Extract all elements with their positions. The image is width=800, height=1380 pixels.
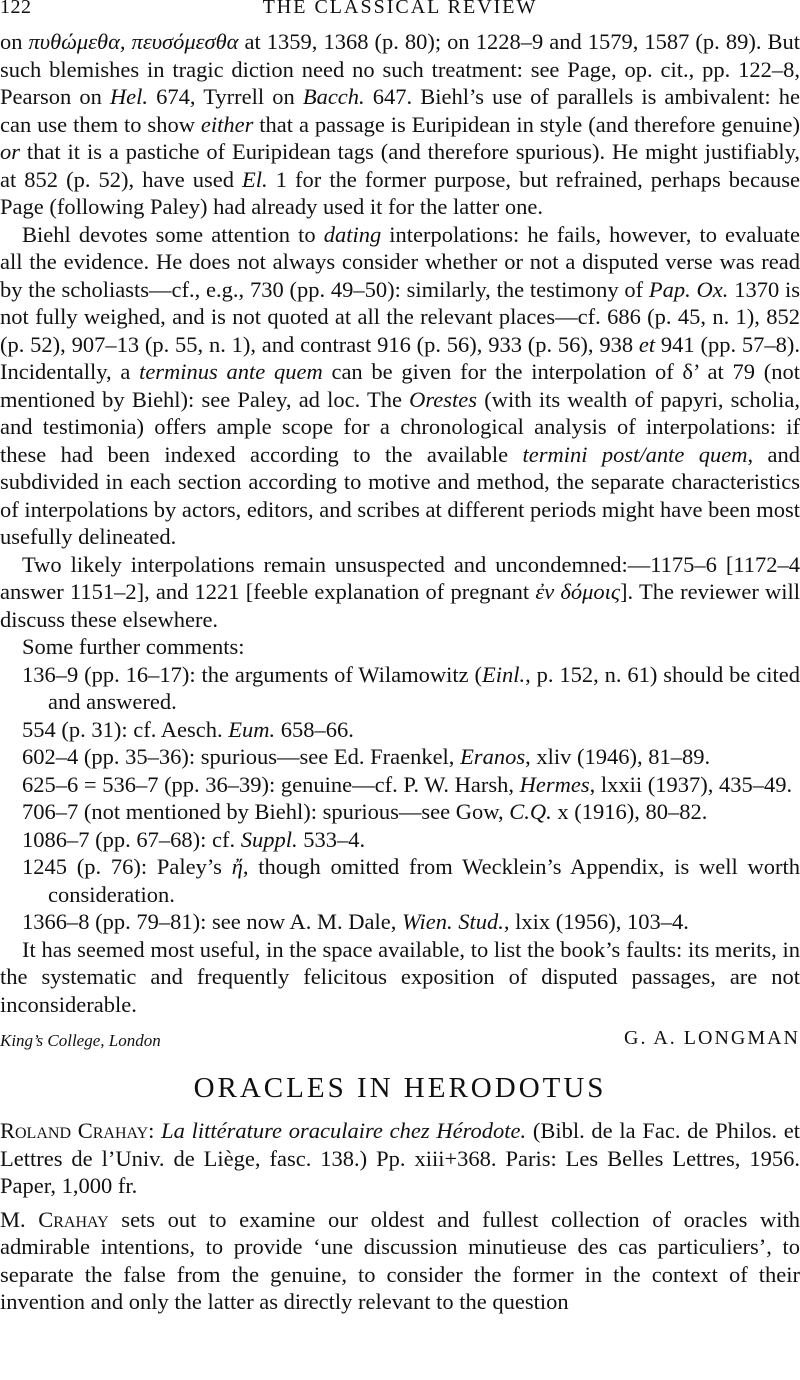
comment-item: 1245 (p. 76): Paley’s ἤ, though omitted from Wecklein’s Appendix, is well worth consideration. [22, 854, 800, 907]
book-title: La littérature oraculaire chez Hérodote. [161, 1118, 527, 1143]
paragraph-5: It has seemed most useful, in the space available, to list the book’s faults: its merits, in the systematic and frequently felicitous exposition of disputed passages, are not inconsiderable. [0, 936, 800, 1017]
review-heading: ORACLES IN HERODOTUS [193, 1072, 607, 1104]
comment-item: 554 (p. 31): cf. Aesch. Eum. 658–66. [22, 716, 354, 742]
comment-item: 602–4 (pp. 35–36): spurious—see Ed. Fraenkel, Eranos, xliv (1946), 81–89. [22, 744, 711, 769]
article-text [0, 28, 800, 1316]
review-body: M. Crahay sets out to examine our oldest and fullest collection of oracles with admirable intentions, to provide ‘une discussion minutieuse des cas particuliers’, to separate the false from the genuine, to consider the former in the context of their invention and only the latter as directly relevant to the question [0, 1206, 800, 1314]
running-title: THE CLASSICAL REVIEW [262, 0, 538, 18]
comment-item: 136–9 (pp. 16–17): the arguments of Wilamowitz (Einl., p. 152, n. 61) should be cited and answered. [22, 661, 800, 714]
paragraph-1: on πυθώμεθα, πευσόμεσθα at 1359, 1368 (p. 80); on 1228–9 and 1579, 1587 (p. 89). But such blemishes in tragic diction need no such treatment: see Page, op. cit., pp. 122–8, Pearson on Hel. 674, Tyrrell on Bacch. 647. Biehl’s use of parallels is ambivalent: he can use them to show either that a passage is Euripidean in style (and therefore genuine) or that it is a pastiche of Euripidean tags (and therefore spurious). He might justifiably, at 852 (p. 52), have used El. 1 for the former purpose, but refrained, perhaps because Page (following Paley) had already used it for the latter one. [0, 29, 800, 219]
comment-item: 706–7 (not mentioned by Biehl): spurious—see Gow, C.Q. x (1916), 80–82. [22, 799, 708, 824]
page-number: 122 [0, 0, 32, 18]
comment-item: 1366–8 (pp. 79–81): see now A. M. Dale, Wien. Stud., lxix (1956), 103–4. [22, 909, 689, 934]
signature [0, 1024, 800, 1055]
paragraph-4: Some further comments: [22, 634, 245, 659]
comment-item: 1086–7 (pp. 67–68): cf. Suppl. 533–4. [22, 826, 366, 852]
page-header [0, 0, 800, 24]
paragraph-3: Two likely interpolations remain unsuspected and uncondemned:—1175–6 [1172–4 answer 1151–2], and 1221 [feeble explanation of pregnant ἐν δόμοις]. The reviewer will discuss these elsewhere. [0, 551, 800, 632]
book-citation: Roland Crahay: La littérature oraculaire chez Hérodote. (Bibl. de la Fac. de Philos. et Lettres de l’Univ. de Liège, fasc. 138.) Pp. xiii+368. Paris: Les Belles Lettres, 1956. Paper, 1,000 fr. [0, 1118, 800, 1198]
reviewer-name: G. A. LONGMAN [624, 1027, 800, 1049]
reviewer-institution: King’s College, London [0, 1031, 161, 1050]
book-details: (Bibl. de la Fac. de Philos. et Lettres de l’Univ. de Liège, fasc. 138.) Pp. xiii+368. Paris: Les Belles Lettres, 1956. Paper, 1,000 fr. [0, 1118, 800, 1198]
paragraph-2: Biehl devotes some attention to dating interpolations: he fails, however, to evaluate all the evidence. He does not always consider whether or not a disputed verse was read by the scholiasts—cf., e.g., 730 (pp. 49–50): similarly, the testimony of Pap. Ox. 1370 is not fully weighed, and is not quoted at all the relevant places—cf. 686 (p. 45, n. 1), 852 (p. 52), 907–13 (p. 55, n. 1), and contrast 916 (p. 56), 933 (p. 56), 938 et 941 (pp. 57–8). Incidentally, a terminus ante quem can be given for the interpolation of δ’ at 79 (not mentioned by Biehl): see Paley, ad loc. The Orestes (with its wealth of papyri, scholia, and testimonia) offers ample scope for a chronological analysis of interpolations: if these had been indexed according to the available termini post/ante quem, and subdivided in each section according to motive and method, the separate characteristics of interpolations by actors, editors, and scribes at different periods might have been most usefully delineated. [0, 221, 800, 549]
book-author: Roland Crahay [0, 1118, 149, 1143]
comment-item: 625–6 = 536–7 (pp. 36–39): genuine—cf. P. W. Harsh, Hermes, lxxii (1937), 435–49. [22, 771, 793, 797]
